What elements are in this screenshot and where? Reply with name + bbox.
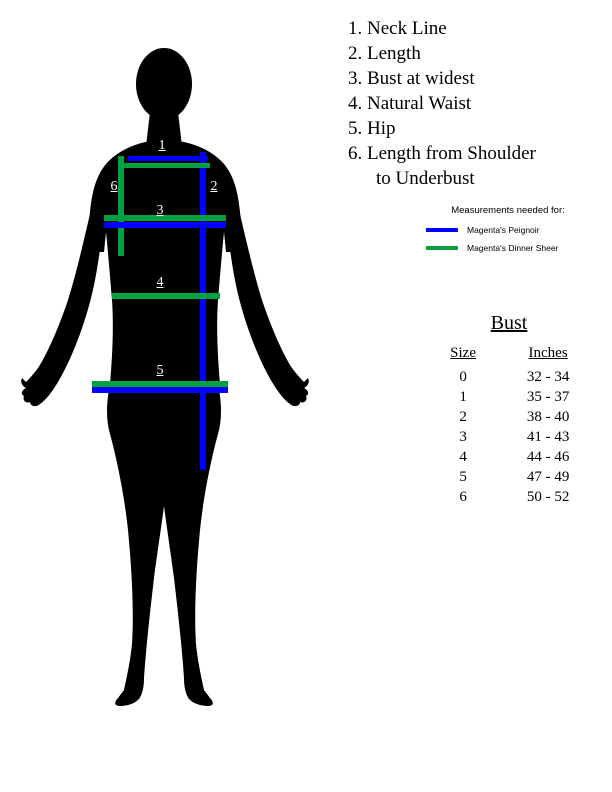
marker-label-1: 1 (158, 138, 166, 153)
measurement-label-5: Hip (367, 118, 396, 139)
measurement-number-3: 3. (348, 68, 363, 89)
color-key-row-peignoir (418, 225, 598, 235)
measurement-number-6: 6. (348, 143, 363, 164)
table-row (424, 427, 594, 447)
column-header-size: Size (450, 345, 476, 361)
color-key-label-peignoir: Magenta's Peignoir (467, 225, 540, 235)
measurement-number-1: 1. (348, 18, 363, 39)
shoulder-to-underbust-line-green (118, 156, 124, 256)
marker-label-6: 6 (110, 179, 118, 194)
color-key (418, 205, 598, 261)
waist-line-green (112, 293, 220, 299)
hip-line-blue (92, 387, 228, 393)
marker-label-2: 2 (210, 179, 218, 194)
cell-inches: 32 - 34 (526, 368, 570, 385)
table-header-row (424, 345, 594, 367)
length-line-blue (200, 152, 206, 470)
cell-size: 4 (459, 448, 467, 465)
measurement-number-2: 2. (348, 43, 363, 64)
cell-size: 1 (459, 388, 467, 405)
neck-line-blue (128, 156, 208, 161)
cell-inches: 41 - 43 (526, 428, 570, 445)
color-key-row-dinner-sheer (418, 243, 598, 253)
cell-size: 0 (459, 368, 467, 385)
blue-swatch (426, 228, 458, 232)
marker-label-4: 4 (156, 275, 164, 290)
cell-size: 2 (459, 408, 467, 425)
column-header-inches: Inches (528, 345, 568, 361)
table-row (424, 387, 594, 407)
measurement-legend-list (348, 16, 604, 191)
cell-inches: 44 - 46 (526, 448, 570, 465)
table-row (424, 467, 594, 487)
color-key-title: Measurements needed for: (451, 205, 565, 216)
table-row (424, 407, 594, 427)
measurement-item-3 (348, 66, 604, 91)
cell-size: 6 (459, 488, 467, 505)
marker-label-5: 5 (156, 363, 164, 378)
measurement-item-5 (348, 116, 604, 141)
measurement-number-5: 5. (348, 118, 363, 139)
cell-inches: 38 - 40 (526, 408, 570, 425)
measurement-label-4: Natural Waist (367, 93, 472, 114)
measurement-label-1: Neck Line (367, 18, 447, 39)
measurement-label-3: Bust at widest (367, 68, 475, 89)
table-row (424, 487, 594, 507)
bust-size-table (424, 312, 594, 507)
cell-size: 5 (459, 468, 467, 485)
cell-inches: 50 - 52 (526, 488, 570, 505)
measurement-number-4: 4. (348, 93, 363, 114)
measurement-item-2 (348, 41, 604, 66)
cell-size: 3 (459, 428, 467, 445)
measurement-item-6 (348, 141, 604, 191)
measurement-item-4 (348, 91, 604, 116)
cell-inches: 47 - 49 (526, 468, 570, 485)
measurement-item-1 (348, 16, 604, 41)
measurement-label-6-continuation: to Underbust (376, 168, 475, 189)
marker-label-3: 3 (156, 203, 164, 218)
bust-line-blue (104, 222, 226, 228)
measurement-label-2: Length (367, 43, 421, 64)
table-row (424, 367, 594, 387)
measurement-label-6: Length from Shoulder (367, 143, 536, 164)
neck-line-green (118, 163, 210, 168)
bust-table-grid (424, 345, 594, 507)
color-key-label-dinner-sheer: Magenta's Dinner Sheer (467, 243, 559, 253)
bust-table-title: Bust (490, 312, 528, 334)
table-row (424, 447, 594, 467)
cell-inches: 35 - 37 (526, 388, 570, 405)
green-swatch (426, 246, 458, 250)
